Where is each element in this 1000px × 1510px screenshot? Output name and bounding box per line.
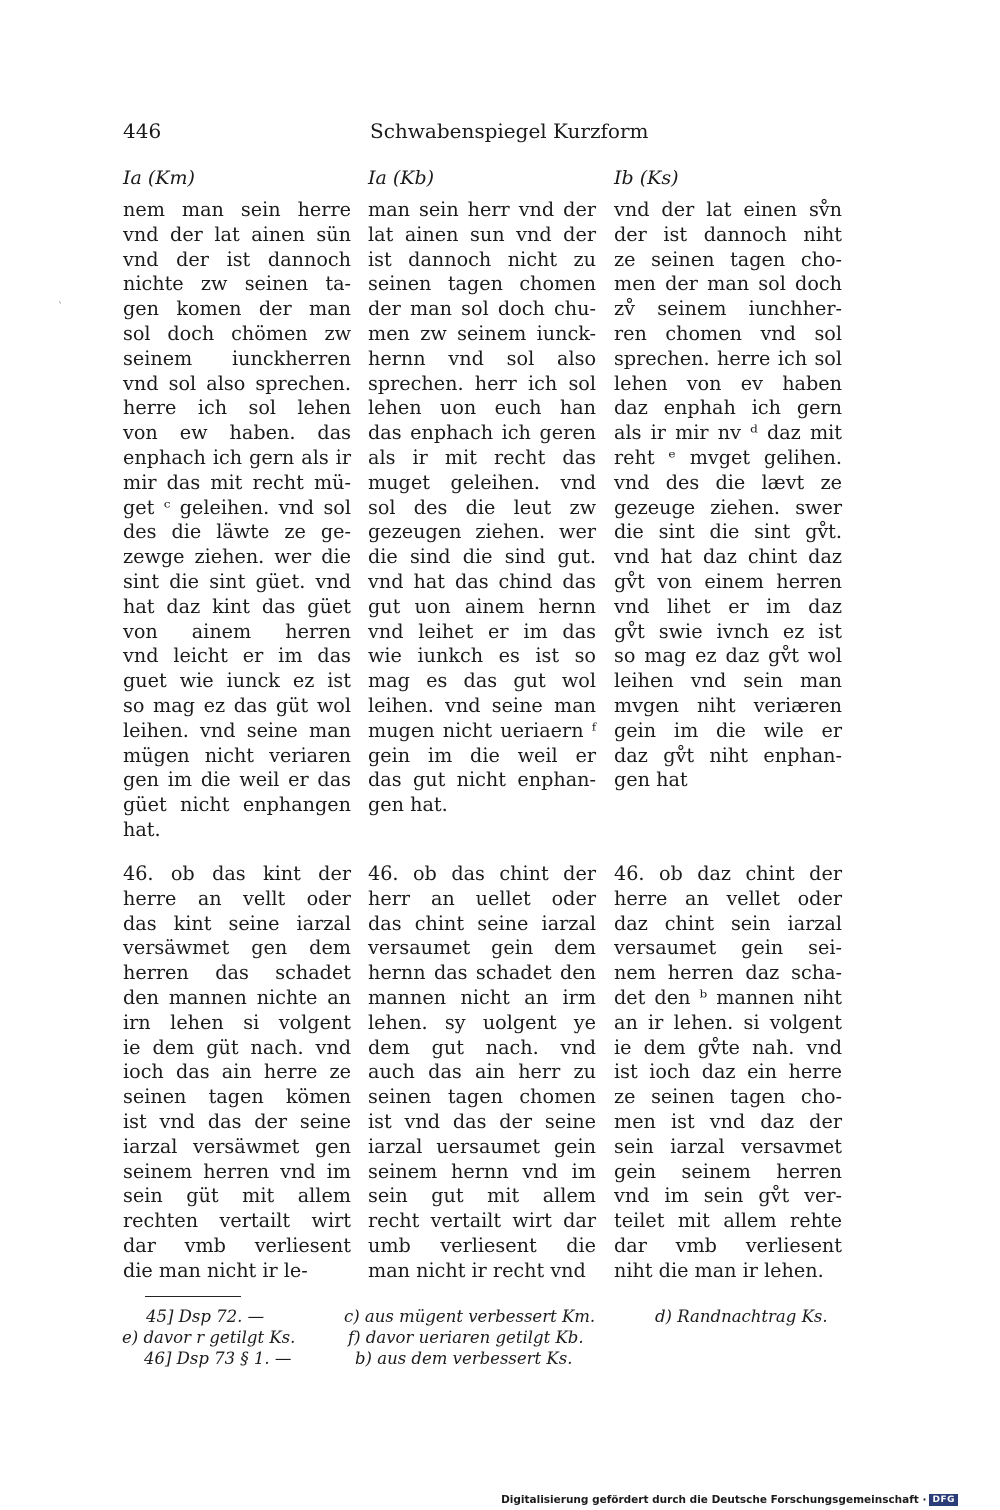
text-line: irn lehen si volgent [123, 1010, 351, 1034]
text-line: von ainem herren [123, 619, 351, 643]
footnote-d: d) Randnachtrag Ks. [655, 1307, 828, 1326]
text-column-2-top [368, 198, 596, 818]
text-line: ist vnd das der seine [123, 1109, 351, 1133]
text-line: der ist dannoch niht [614, 222, 842, 246]
text-line: hat daz kint das güet [123, 594, 351, 618]
text-line: daz enphah ich gern [614, 396, 842, 420]
text-column-3-bottom [614, 862, 842, 1284]
text-line: das enphach ich geren [368, 421, 596, 445]
digitization-credit [501, 1494, 958, 1506]
text-line: güet nicht enphangen [123, 793, 351, 817]
text-line: seinen tagen chomen [368, 1085, 596, 1109]
text-line: gen hat [614, 768, 688, 792]
text-line: die sind die sind gut. [368, 545, 596, 569]
credit-text: Digitalisierung gefördert durch die Deutsche Forschungsgemeinschaft · [501, 1494, 927, 1506]
text-line: muget geleihen. vnd [368, 470, 596, 494]
text-line: dar vmb verliesent [614, 1233, 842, 1257]
text-line: gen im die weil er das [123, 768, 351, 792]
text-line: gen hat. [368, 793, 448, 817]
text-line: hernn vnd sol also [368, 346, 596, 370]
text-line: mvgen niht veriæren [614, 693, 842, 717]
text-line: vnd leihet er im das [368, 619, 596, 643]
text-line: vnd sol also sprechen. [123, 371, 351, 395]
running-title: Schwabenspiegel Kurzform [370, 119, 649, 143]
text-line: vnd hat daz chint daz [614, 545, 842, 569]
margin-mark: ` [58, 302, 63, 313]
text-line: sprechen. herre ich sol [614, 346, 842, 370]
text-line: vnd des die lævt ze [614, 470, 842, 494]
text-line: ze seinen tagen cho- [614, 247, 842, 271]
text-line: als ir mit recht das [368, 445, 596, 469]
text-line: lehen. sy uolgent ye [368, 1010, 596, 1034]
text-line: seinem herren vnd im [123, 1159, 351, 1183]
text-line: det den ᵇ mannen niht [614, 985, 842, 1009]
text-line: gv̊t swie ivnch ez ist [614, 619, 842, 643]
text-line: men der man sol doch [614, 272, 842, 296]
text-column-3-top [614, 198, 842, 793]
text-line: seinem iunckherren [123, 346, 351, 370]
text-line: 46. ob das kint der [123, 862, 351, 885]
text-line: recht vertailt wirt dar [368, 1209, 596, 1233]
text-line: gein seinem herren [614, 1159, 842, 1183]
text-line: lehen uon euch han [368, 396, 596, 420]
footnote-e: e) davor r getilgt Ks. [122, 1328, 296, 1347]
text-line: nem herren daz scha- [614, 961, 842, 985]
text-line: gezeugen ziehen. wer [368, 520, 596, 544]
text-line: leihen. vnd seine man [368, 693, 596, 717]
text-line: sint die sint güet. vnd [123, 569, 351, 593]
text-line: vnd hat das chind das [368, 569, 596, 593]
text-line: hernn das schadet den [368, 961, 596, 985]
text-line: als ir mir nv ᵈ daz mit [614, 421, 842, 445]
text-line: man nicht ir recht vnd [368, 1258, 586, 1282]
text-line: men ist vnd daz der [614, 1109, 842, 1133]
text-line: gein im die weil er [368, 743, 596, 767]
text-line: zv̊ seinem iunchher- [614, 297, 842, 321]
footnote-b: b) aus dem verbessert Ks. [355, 1349, 573, 1368]
text-line: der man sol doch chu- [368, 297, 596, 321]
text-line: guet wie iunck ez ist [123, 669, 351, 693]
text-line: versäwmet gen dem [123, 936, 351, 960]
text-line: gezeuge ziehen. swer [614, 495, 842, 519]
text-line: herren das schadet [123, 961, 351, 985]
text-line: mügen nicht veriaren [123, 743, 351, 767]
text-line: leihen vnd sein man [614, 669, 842, 693]
text-line: so mag ez daz gv̊t wol [614, 644, 842, 668]
text-line: den mannen nichte an [123, 985, 351, 1009]
text-line: mannen nicht an irm [368, 985, 596, 1009]
text-line: seinen tagen kömen [123, 1085, 351, 1109]
text-line: man sein herr vnd der [368, 198, 596, 221]
text-line: hat. [123, 817, 161, 841]
text-line: wie iunkch es ist so [368, 644, 596, 668]
text-line: zewge ziehen. wer die [123, 545, 351, 569]
text-line: reht ᵉ mvget gelihen. [614, 445, 842, 469]
text-line: gut uon ainem hernn [368, 594, 596, 618]
text-line: ie dem güt nach. vnd [123, 1035, 351, 1059]
text-line: gv̊t von einem herren [614, 569, 842, 593]
text-line: teilet mit allem rehte [614, 1209, 842, 1233]
text-line: ist vnd das der seine [368, 1109, 596, 1133]
text-line: lehen von ev haben [614, 371, 842, 395]
text-line: umb verliesent die [368, 1233, 596, 1257]
text-line: an ir lehen. si volgent [614, 1010, 842, 1034]
text-line: sol des die leut zw [368, 495, 596, 519]
text-line: versaumet gein sei- [614, 936, 842, 960]
footnote-rule [145, 1296, 241, 1297]
text-line: versaumet gein dem [368, 936, 596, 960]
text-line: gen komen der man [123, 297, 351, 321]
text-line: seinem hernn vnd im [368, 1159, 596, 1183]
text-line: gein im die wile er [614, 718, 842, 742]
text-line: enphach ich gern als ir [123, 445, 351, 469]
text-line: get ᶜ geleihen. vnd sol [123, 495, 351, 519]
text-line: 46. ob daz chint der [614, 862, 842, 885]
text-line: sein iarzal versavmet [614, 1134, 842, 1158]
text-line: ie dem gv̊te nah. vnd [614, 1035, 842, 1059]
dfg-logo: DFG [929, 1494, 958, 1506]
text-line: ioch das ain herre ze [123, 1060, 351, 1084]
text-line: das gut nicht enphan- [368, 768, 596, 792]
text-line: herre an vellet oder [614, 886, 842, 910]
text-line: nichte zw seinen ta- [123, 272, 351, 296]
text-line: ist dannoch nicht zu [368, 247, 596, 271]
text-line: sol doch chömen zw [123, 321, 351, 345]
text-line: das kint seine iarzal [123, 911, 351, 935]
text-line: daz chint sein iarzal [614, 911, 842, 935]
text-line: herre ich sol lehen [123, 396, 351, 420]
text-line: sprechen. herr ich sol [368, 371, 596, 395]
page-number: 446 [123, 119, 162, 143]
text-line: dar vmb verliesent [123, 1233, 351, 1257]
text-column-1-bottom [123, 862, 351, 1284]
text-line: so mag ez das güt wol [123, 693, 351, 717]
text-line: vnd leicht er im das [123, 644, 351, 668]
text-line: herr an uellet oder [368, 886, 596, 910]
text-line: von ew haben. das [123, 421, 351, 445]
text-line: sein gut mit allem [368, 1184, 596, 1208]
text-line: daz gv̊t niht enphan- [614, 743, 842, 767]
text-line: die sint die sint gv̊t. [614, 520, 842, 544]
text-line: mir das mit recht mü- [123, 470, 351, 494]
text-line: ist ioch daz ein herre [614, 1060, 842, 1084]
text-line: rechten vertailt wirt [123, 1209, 351, 1233]
text-line: nem man sein herre [123, 198, 351, 221]
text-line: vnd der ist dannoch [123, 247, 351, 271]
text-line: sein güt mit allem [123, 1184, 351, 1208]
text-column-1-top [123, 198, 351, 843]
text-column-2-bottom [368, 862, 596, 1284]
text-line: auch das ain herr zu [368, 1060, 596, 1084]
text-line: vnd der lat einen sv̊n [614, 198, 842, 221]
text-line: iarzal versäwmet gen [123, 1134, 351, 1158]
text-line: mag es das gut wol [368, 669, 596, 693]
text-line: vnd der lat ainen sün [123, 222, 351, 246]
text-line: 46. ob das chint der [368, 862, 596, 885]
text-line: vnd im sein gv̊t ver- [614, 1184, 842, 1208]
text-line: des die läwte ze ge- [123, 520, 351, 544]
text-line: das chint seine iarzal [368, 911, 596, 935]
text-line: iarzal uersaumet gein [368, 1134, 596, 1158]
footnote-46: 46] Dsp 73 § 1. — [144, 1349, 292, 1368]
text-line: niht die man ir lehen. [614, 1258, 824, 1282]
siglum-col3: Ib (Ks) [614, 167, 679, 189]
footnote-c: c) aus mügent verbessert Km. [344, 1307, 596, 1326]
footnote-f: f) davor ueriaren getilgt Kb. [348, 1328, 584, 1347]
text-line: die man nicht ir le- [123, 1258, 308, 1282]
siglum-col1: Ia (Km) [123, 167, 195, 189]
footnote-45: 45] Dsp 72. — [146, 1307, 265, 1326]
text-line: seinen tagen chomen [368, 272, 596, 296]
text-line: ze seinen tagen cho- [614, 1085, 842, 1109]
text-line: mugen nicht ueriaern ᶠ [368, 718, 596, 742]
text-line: ren chomen vnd sol [614, 321, 842, 345]
text-line: lat ainen sun vnd der [368, 222, 596, 246]
text-line: dem gut nach. vnd [368, 1035, 596, 1059]
text-line: herre an vellt oder [123, 886, 351, 910]
text-line: vnd lihet er im daz [614, 594, 842, 618]
siglum-col2: Ia (Kb) [368, 167, 435, 189]
text-line: leihen. vnd seine man [123, 718, 351, 742]
text-line: men zw seinem iunck- [368, 321, 596, 345]
